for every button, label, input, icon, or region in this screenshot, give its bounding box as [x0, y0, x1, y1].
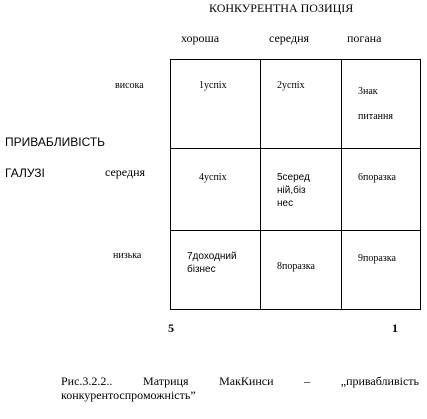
row-label-high: висока: [115, 80, 144, 91]
row-axis-title-line2: ГАЛУЗІ: [5, 166, 45, 180]
matrix-title: КОНКУРЕНТНА ПОЗИЦІЯ: [209, 1, 354, 15]
mckinsey-matrix-grid: [170, 59, 421, 310]
matrix-cell-2: 2успіх: [277, 80, 305, 91]
matrix-cell-3: 3нак питання: [358, 86, 393, 122]
scale-label-right: 1: [392, 321, 398, 335]
scale-label-left: 5: [168, 321, 174, 335]
matrix-cell-8: 8поразка: [277, 261, 315, 272]
row-label-medium: середня: [105, 165, 146, 179]
matrix-cell-5: 5серед ній,біз нес: [277, 172, 310, 209]
matrix-cell-1: 1успіх: [199, 80, 227, 91]
column-header-good: хороша: [181, 31, 220, 45]
row-label-low: низька: [113, 250, 142, 261]
matrix-cell-4: 4успіх: [199, 172, 227, 183]
figure-caption: Рис.3.2.2.. Матриця МакКинси – „привабливість конкурентоспроможність”: [61, 374, 419, 402]
row-axis-title-line1: ПРИВАБЛИВІСТЬ: [5, 135, 106, 149]
grid-hline-2: [171, 230, 420, 231]
matrix-cell-9: 9поразка: [358, 253, 396, 264]
grid-vline-2: [341, 60, 342, 309]
matrix-cell-7: 7доходний бізнес: [187, 251, 237, 275]
column-header-medium: середня: [269, 31, 310, 45]
column-header-bad: погана: [347, 31, 382, 45]
matrix-cell-6: 6поразка: [358, 172, 396, 183]
grid-vline-1: [260, 60, 261, 309]
grid-hline-1: [171, 148, 420, 149]
